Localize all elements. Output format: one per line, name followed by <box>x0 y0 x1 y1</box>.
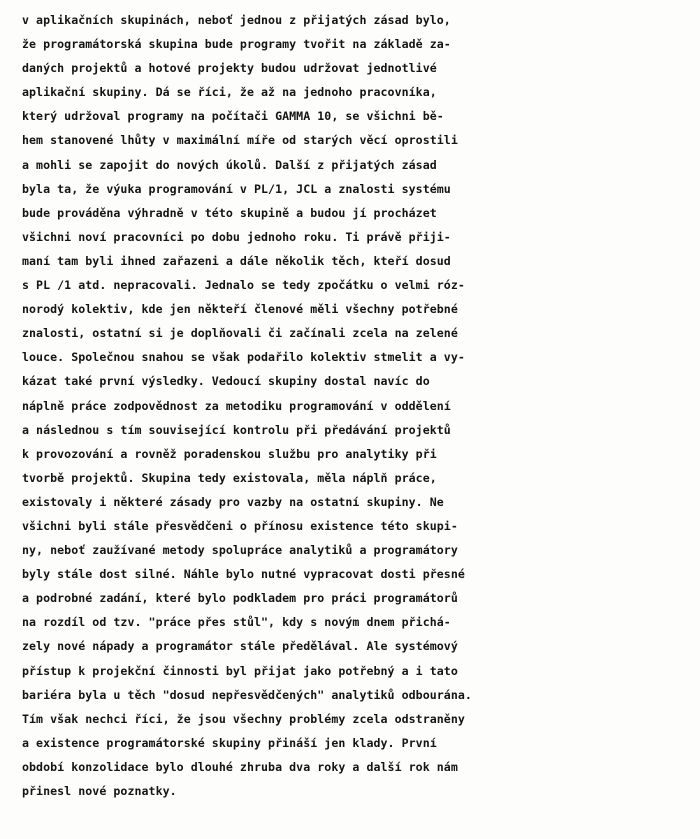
text-line: k provozování a rovněž poradenskou službu pro analytiky při <box>22 446 437 461</box>
text-line: období konzolidace bylo dlouhé zhruba dva roky a další rok nám <box>22 759 458 774</box>
text-line: že programátorská skupina bude programy tvořit na základě za- <box>22 37 451 52</box>
text-line: zely nové nápady a programátor stále předělával. Ale systémový <box>22 639 458 654</box>
text-line: existovaly i některé zásady pro vazby na ostatní skupiny. Ne <box>22 494 444 509</box>
text-line: který udržoval programy na počítači GAMMA 10, se všichni bě- <box>22 109 444 124</box>
text-line: náplně práce zodpovědnost za metodiku programování v oddělení <box>22 398 451 413</box>
text-line: a následnou s tím související kontrolu při předávání projektů <box>22 422 451 437</box>
text-line: v aplikačních skupinách, neboť jednou z přijatých zásad bylo, <box>22 13 451 27</box>
text-line: daných projektů a hotové projekty budou udržovat jednotlivé <box>22 61 437 76</box>
text-line: znalosti, ostatní si je doplňovali či začínali zcela na zelené <box>22 326 458 341</box>
text-line: tvorbě projektů. Skupina tedy existovala, měla náplň práce, <box>22 470 437 485</box>
text-line: louce. Společnou snahou se však podařilo kolektiv stmelit a vy- <box>22 350 465 365</box>
text-line: Tím však nechci říci, že jsou všechny problémy zcela odstraněny <box>22 711 465 726</box>
text-line: a podrobné zadání, které bylo podkladem pro práci programátorů <box>22 591 458 606</box>
text-line: a mohli se zapojit do nových úkolů. Další z přijatých zásad <box>22 157 437 172</box>
text-line: ny, neboť zaužívané metody spolupráce analytiků a programátory <box>22 543 458 558</box>
text-line: hem stanovené lhůty v maximální míře od starých věcí oprostili <box>22 133 458 148</box>
text-line: všichni noví pracovníci po dobu jednoho roku. Ti právě přiji- <box>22 229 451 244</box>
text-line: byla ta, že výuka programování v PL/1, JCL a znalosti systému <box>22 181 451 196</box>
text-line: přinesl nové poznatky. <box>22 784 177 798</box>
text-line: norodý kolektiv, kde jen někteří členové měli všechny potřebné <box>22 302 458 317</box>
text-line: kázat také první výsledky. Vedoucí skupiny dostal navíc do <box>22 374 430 389</box>
text-line: s PL /1 atd. nepracovali. Jednalo se tedy zpočátku o velmi róz- <box>22 278 465 293</box>
typed-paragraph <box>22 8 682 803</box>
text-line: bude prováděna výhradně v této skupině a budou jí procházet <box>22 205 437 220</box>
text-line: na rozdíl od tzv. "práce přes stůl", kdy s novým dnem přichá- <box>22 615 451 630</box>
text-line: byly stále dost silné. Náhle bylo nutné vypracovat dosti přesné <box>22 567 465 582</box>
text-line: přístup k projekční činnosti byl přijat jako potřebný a i tato <box>22 663 458 678</box>
text-line: bariéra byla u těch "dosud nepřesvědčených" analytiků odbourána. <box>22 687 472 702</box>
text-line: a existence programátorské skupiny přináší jen klady. První <box>22 735 437 750</box>
text-line: aplikační skupiny. Dá se říci, že až na jednoho pracovníka, <box>22 85 437 100</box>
text-line: všichni byli stále přesvědčeni o přínosu existence této skupi- <box>22 518 458 533</box>
text-line: maní tam byli ihned zařazeni a dále několik těch, kteří dosud <box>22 253 451 268</box>
